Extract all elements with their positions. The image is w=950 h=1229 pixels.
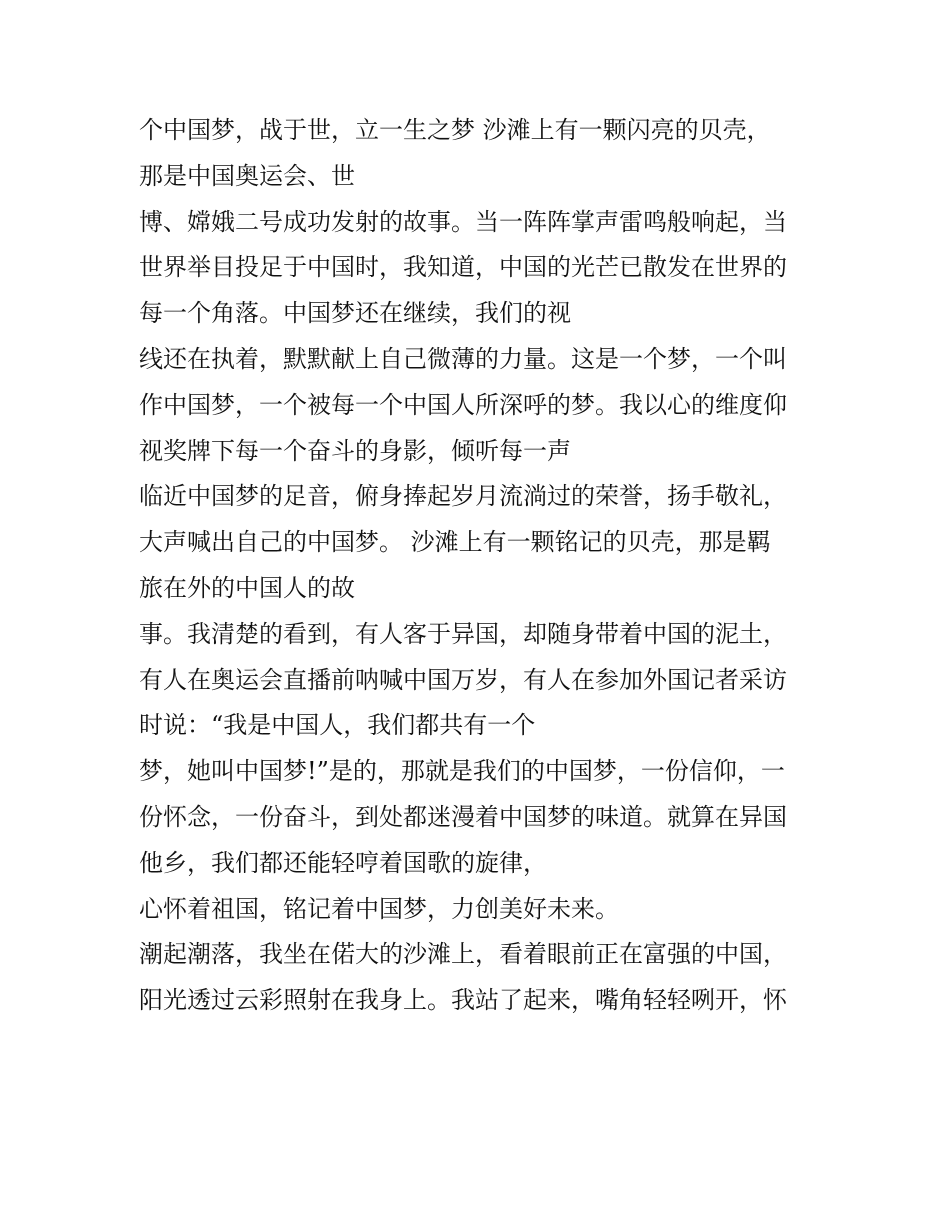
text-line: 临近中国梦的足音，俯身捧起岁月流淌过的荣誉，扬手敬礼， [139,482,787,511]
text-line: 事。我清楚的看到，有人客于异国，却随身带着中国的泥土， [139,619,787,648]
text-line: 个中国梦，战于世，立一生之梦 沙滩上有一颗闪亮的贝壳， [139,116,771,144]
text-line: 梦，她叫中国梦!”是的，那就是我们的中国梦，一份信仰，一 [139,757,785,786]
text-line: 份怀念，一份奋斗，到处都迷漫着中国梦的味道。就算在异国 [139,802,787,831]
text-line: 作中国梦，一个被每一个中国人所深呼的梦。我以心的维度仰 [139,390,787,419]
text-line: 线还在执着，默默献上自己微薄的力量。这是一个梦，一个叫 [139,344,787,373]
text-line: 时说：“我是中国人，我们都共有一个 [139,711,536,740]
text-line: 阳光透过云彩照射在我身上。我站了起来，嘴角轻轻咧开，怀 [139,986,787,1015]
text-line: 每一个角落。中国梦还在继续，我们的视 [139,299,571,328]
text-line: 潮起潮落，我坐在偌大的沙滩上，看着眼前正在富强的中国， [139,940,787,969]
text-line: 世界举目投足于中国时，我知道，中国的光芒已散发在世界的 [139,253,787,282]
text-line: 博、嫦娥二号成功发射的故事。当一阵阵掌声雷鸣般响起，当 [139,207,787,236]
text-line: 他乡，我们都还能轻哼着国歌的旋律， [139,848,547,877]
text-line: 大声喊出自己的中国梦。 沙滩上有一颗铭记的贝壳，那是羁 [139,528,771,557]
text-line: 那是中国奥运会、世 [139,161,355,190]
text-line: 心怀着祖国，铭记着中国梦，力创美好未来。 [139,894,619,923]
text-line: 视奖牌下每一个奋斗的身影，倾听每一声 [139,436,571,465]
text-line: 旅在外的中国人的故 [139,573,355,602]
essay-text [139,108,829,1024]
text-line: 有人在奥运会直播前呐喊中国万岁，有人在参加外国记者采访 [139,665,787,694]
